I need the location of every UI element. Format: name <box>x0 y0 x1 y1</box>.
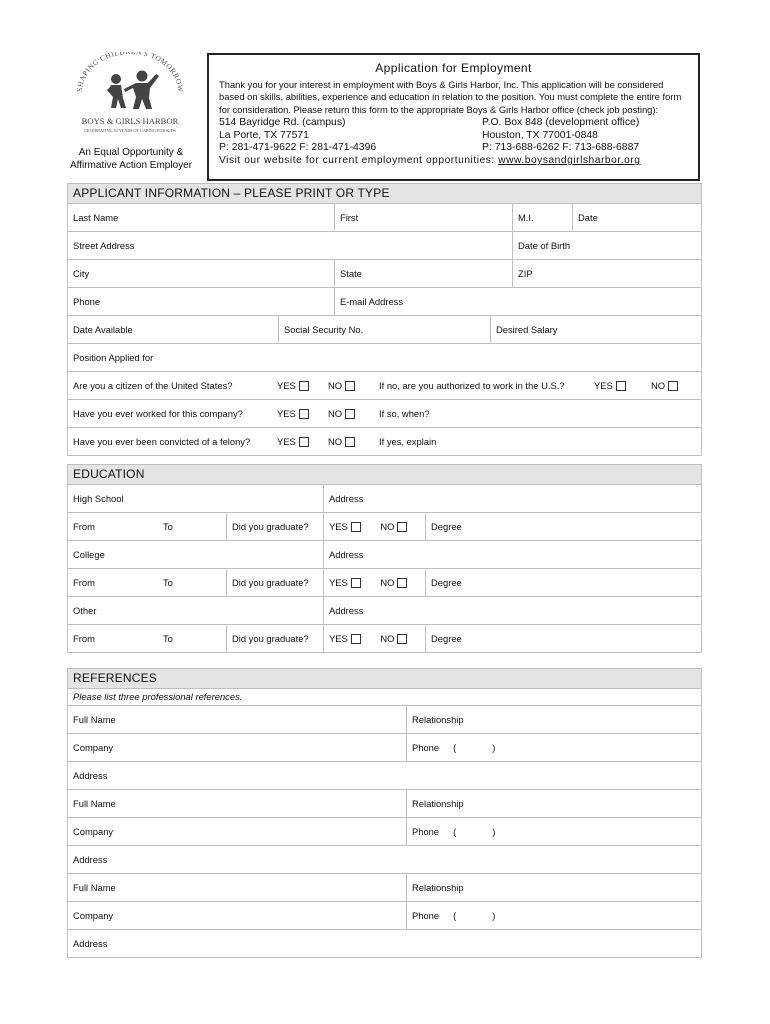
other-school-label: Other <box>73 605 97 616</box>
phone-label: Phone <box>73 296 101 307</box>
logo-tagline: CELEBRATING 65 YEARS OF CARING FOR KIDS <box>84 128 176 133</box>
reference-2-phone-field[interactable] <box>406 818 701 845</box>
ssn-field[interactable] <box>278 316 490 343</box>
reference-1-phone-field[interactable] <box>406 734 701 761</box>
other-yes-option[interactable] <box>329 633 361 644</box>
other-degree-label: Degree <box>431 633 462 644</box>
reference-2-relationship-field[interactable] <box>406 790 701 817</box>
applicant-section-heading: APPLICANT INFORMATION – PLEASE PRINT OR TYPE <box>68 184 701 204</box>
salary-label: Desired Salary <box>496 324 558 335</box>
date-label: Date <box>578 212 598 223</box>
ref1-relationship-label: Relationship <box>412 714 464 725</box>
date-field[interactable] <box>572 204 701 231</box>
position-row <box>68 344 701 372</box>
other-yes-label: YES <box>329 633 348 644</box>
ref2-paren-open: ( <box>453 826 457 837</box>
city-field[interactable] <box>68 260 334 287</box>
other-degree-field[interactable] <box>425 625 701 652</box>
ref1-paren-close: ) <box>492 742 496 753</box>
other-no-checkbox[interactable] <box>397 634 407 644</box>
citizen-yes-checkbox[interactable] <box>299 381 309 391</box>
reference-2-company-row <box>68 818 701 846</box>
reference-2-name-row <box>68 790 701 818</box>
ref1-company-label: Company <box>73 742 114 753</box>
reference-3-address-row <box>68 930 701 957</box>
citizen-row <box>68 372 701 400</box>
date-of-birth-field[interactable] <box>512 232 701 259</box>
felony-explain-label: If yes, explain <box>379 436 437 447</box>
college-no-checkbox[interactable] <box>397 578 407 588</box>
hs-no-checkbox[interactable] <box>397 522 407 532</box>
ref2-full-name-label: Full Name <box>73 798 116 809</box>
ref2-phone-label: Phone <box>412 826 440 837</box>
contact-row <box>68 288 701 316</box>
other-school-row <box>68 597 701 625</box>
references-section-heading: REFERENCES <box>68 669 701 689</box>
date-available-field[interactable] <box>68 316 278 343</box>
other-graduate-options <box>323 625 425 652</box>
felony-question: Have you ever been convicted of a felony? <box>73 436 251 447</box>
last-name-label: Last Name <box>73 212 119 223</box>
mi-label: M.I. <box>518 212 534 223</box>
middle-initial-field[interactable] <box>512 204 572 231</box>
college-yes-checkbox[interactable] <box>351 578 361 588</box>
website-link[interactable]: www.boysandgirlsharbor.org <box>498 155 641 166</box>
other-school-address-field[interactable] <box>323 597 701 624</box>
hs-degree-label: Degree <box>431 521 462 532</box>
felony-no-option[interactable] <box>328 428 355 455</box>
hs-graduate-cell <box>226 513 323 540</box>
authorized-no-option[interactable] <box>651 372 678 399</box>
other-school-details-row <box>68 625 701 652</box>
high-school-details-row <box>68 513 701 541</box>
ref2-relationship-label: Relationship <box>412 798 464 809</box>
other-from-label: From <box>73 633 95 644</box>
felony-yes-label: YES <box>277 436 296 447</box>
eoe-line-1: An Equal Opportunity & <box>78 147 184 158</box>
high-school-field[interactable] <box>68 485 323 512</box>
reference-3-address-field[interactable] <box>68 930 701 957</box>
felony-no-label: NO <box>328 436 343 447</box>
reference-1-relationship-field[interactable] <box>406 706 701 733</box>
authorized-yes-label: YES <box>594 380 613 391</box>
reference-1-name-row <box>68 706 701 734</box>
college-field[interactable] <box>68 541 323 568</box>
college-from-label: From <box>73 577 95 588</box>
website-line <box>219 155 688 166</box>
hs-graduate-question: Did you graduate? <box>232 521 309 532</box>
logo-arc-text: SHAPING CHIL N'S TOMORROW <box>74 52 186 93</box>
citizen-no-label: NO <box>328 380 343 391</box>
phone-field[interactable] <box>68 288 334 315</box>
education-section <box>67 464 702 653</box>
position-applied-field[interactable] <box>68 344 701 371</box>
reference-2-full-name-field[interactable] <box>68 790 406 817</box>
dob-label: Date of Birth <box>518 240 571 251</box>
ref1-full-name-label: Full Name <box>73 714 116 725</box>
ref3-phone-label: Phone <box>412 910 440 921</box>
ref3-relationship-label: Relationship <box>412 882 464 893</box>
high-school-address-field[interactable] <box>323 485 701 512</box>
other-no-label: NO <box>380 633 395 644</box>
organization-logo <box>70 52 190 138</box>
hs-yes-option[interactable] <box>329 521 361 532</box>
citizen-question: Are you a citizen of the United States? <box>73 380 233 391</box>
availability-row <box>68 316 701 344</box>
hs-no-option[interactable] <box>380 521 407 532</box>
street-label: Street Address <box>73 240 135 251</box>
street-address-field[interactable] <box>68 232 512 259</box>
reference-1-company-row <box>68 734 701 762</box>
citizen-no-option[interactable] <box>328 372 355 399</box>
zip-field[interactable] <box>512 260 701 287</box>
citizen-yes-option[interactable] <box>277 372 309 399</box>
intro-text: Thank you for your interest in employment with Boys & Girls Harbor, Inc. This application will be considered based on skills, abilities, experience and education in relation to the position. You must complete the entire form for consideration. Please return this form to the appropriate Boys & Girls Harbor office (check job posting): <box>219 79 682 115</box>
reference-2-company-field[interactable] <box>68 818 406 845</box>
name-row <box>68 204 701 232</box>
worked-question: Have you ever worked for this company? <box>73 408 243 419</box>
college-graduate-options <box>323 569 425 596</box>
citizen-no-checkbox[interactable] <box>345 381 355 391</box>
college-graduate-question: Did you graduate? <box>232 577 309 588</box>
other-school-field[interactable] <box>68 597 323 624</box>
reference-3-name-row <box>68 874 701 902</box>
reference-1-company-field[interactable] <box>68 734 406 761</box>
eoe-line-2: Affirmative Action Employer <box>69 160 193 171</box>
college-degree-label: Degree <box>431 577 462 588</box>
ref2-company-label: Company <box>73 826 114 837</box>
references-section <box>67 668 702 958</box>
dev-line-2: Houston, TX 77001-0848 <box>482 129 598 141</box>
campus-address <box>219 117 376 155</box>
authorized-no-label: NO <box>651 380 666 391</box>
city-label: City <box>73 268 90 279</box>
college-degree-field[interactable] <box>425 569 701 596</box>
reference-1-full-name-field[interactable] <box>68 706 406 733</box>
reference-1-address-field[interactable] <box>68 762 701 789</box>
ref3-address-label: Address <box>73 938 108 949</box>
dev-line-3: P: 713-688-6262 F: 713-688-6887 <box>482 142 640 154</box>
ref2-address-label: Address <box>73 854 108 865</box>
college-address-field[interactable] <box>323 541 701 568</box>
college-address-label: Address <box>329 549 364 560</box>
authorized-no-checkbox[interactable] <box>668 381 678 391</box>
ref1-phone-label: Phone <box>412 742 440 753</box>
worked-yes-label: YES <box>277 408 296 419</box>
college-graduate-cell <box>226 569 323 596</box>
dev-line-1: P.O. Box 848 (development office) <box>482 117 640 129</box>
other-graduate-question: Did you graduate? <box>232 633 309 644</box>
svg-text:SHAPING CHILDREN'S TOMORROWS <box>70 52 185 93</box>
first-name-label: First <box>340 212 359 223</box>
equal-opportunity-statement <box>64 146 198 172</box>
authorized-question: If no, are you authorized to work in the U.S.? <box>379 380 565 391</box>
other-yes-checkbox[interactable] <box>351 634 361 644</box>
worked-yes-option[interactable] <box>277 400 309 427</box>
last-name-field[interactable] <box>68 204 334 231</box>
reference-3-company-row <box>68 902 701 930</box>
college-yes-option[interactable] <box>329 577 361 588</box>
other-to-label: To <box>163 633 173 644</box>
reference-3-relationship-field[interactable] <box>406 874 701 901</box>
email-label: E-mail Address <box>340 296 404 307</box>
position-label: Position Applied for <box>73 352 154 363</box>
citizen-yes-label: YES <box>277 380 296 391</box>
worked-no-checkbox[interactable] <box>345 409 355 419</box>
high-school-row <box>68 485 701 513</box>
reference-3-phone-field[interactable] <box>406 902 701 929</box>
authorized-yes-option[interactable] <box>594 372 626 399</box>
worked-here-row <box>68 400 701 428</box>
campus-line-1: 514 Bayridge Rd. (campus) <box>219 117 346 129</box>
hs-graduate-options <box>323 513 425 540</box>
college-details-row <box>68 569 701 597</box>
high-school-address-label: Address <box>329 493 364 504</box>
first-name-field[interactable] <box>334 204 512 231</box>
college-row <box>68 541 701 569</box>
hs-from-label: From <box>73 521 95 532</box>
worked-when-label: If so, when? <box>379 408 430 419</box>
zip-label: ZIP <box>518 268 533 279</box>
application-header-box <box>207 53 700 181</box>
reference-2-address-row <box>68 846 701 874</box>
office-addresses <box>219 117 688 155</box>
campus-line-3: P: 281-471-9622 F: 281-471-4396 <box>219 142 377 154</box>
email-field[interactable] <box>334 288 701 315</box>
felony-no-checkbox[interactable] <box>345 437 355 447</box>
reference-2-address-field[interactable] <box>68 846 701 873</box>
ref3-company-label: Company <box>73 910 114 921</box>
development-office-address <box>482 117 688 155</box>
city-row <box>68 260 701 288</box>
high-school-label: High School <box>73 493 124 504</box>
education-section-heading: EDUCATION <box>68 465 701 485</box>
authorized-yes-checkbox[interactable] <box>616 381 626 391</box>
college-no-label: NO <box>380 577 395 588</box>
reference-1-address-row <box>68 762 701 790</box>
desired-salary-field[interactable] <box>490 316 701 343</box>
website-prefix: Visit our website for current employment opportunities: <box>219 155 499 166</box>
references-instruction: Please list three professional references. <box>68 689 701 706</box>
other-no-option[interactable] <box>380 633 407 644</box>
worked-no-label: NO <box>328 408 343 419</box>
other-graduate-cell <box>226 625 323 652</box>
applicant-information-section <box>67 183 702 456</box>
hs-degree-field[interactable] <box>425 513 701 540</box>
ssn-label: Social Security No. <box>284 324 364 335</box>
date-available-label: Date Available <box>73 324 133 335</box>
hs-no-label: NO <box>380 521 395 532</box>
ref3-paren-close: ) <box>492 910 496 921</box>
other-school-address-label: Address <box>329 605 364 616</box>
ref2-paren-close: ) <box>492 826 496 837</box>
ref1-address-label: Address <box>73 770 108 781</box>
hs-yes-checkbox[interactable] <box>351 522 361 532</box>
felony-yes-checkbox[interactable] <box>299 437 309 447</box>
felony-row <box>68 428 701 455</box>
college-label: College <box>73 549 105 560</box>
state-label: State <box>340 268 362 279</box>
hs-yes-label: YES <box>329 521 348 532</box>
ref1-paren-open: ( <box>453 742 457 753</box>
logo-name: BOYS & GIRLS HARBOR <box>81 116 179 126</box>
worked-no-option[interactable] <box>328 400 355 427</box>
hs-to-label: To <box>163 521 173 532</box>
reference-3-company-field[interactable] <box>68 902 406 929</box>
felony-yes-option[interactable] <box>277 428 309 455</box>
ref3-full-name-label: Full Name <box>73 882 116 893</box>
campus-line-2: La Porte, TX 77571 <box>219 129 309 141</box>
form-title: Application for Employment <box>375 61 532 75</box>
college-to-label: To <box>163 577 173 588</box>
reference-3-full-name-field[interactable] <box>68 874 406 901</box>
worked-yes-checkbox[interactable] <box>299 409 309 419</box>
state-field[interactable] <box>334 260 512 287</box>
college-no-option[interactable] <box>380 577 407 588</box>
ref3-paren-open: ( <box>453 910 457 921</box>
street-row <box>68 232 701 260</box>
college-yes-label: YES <box>329 577 348 588</box>
